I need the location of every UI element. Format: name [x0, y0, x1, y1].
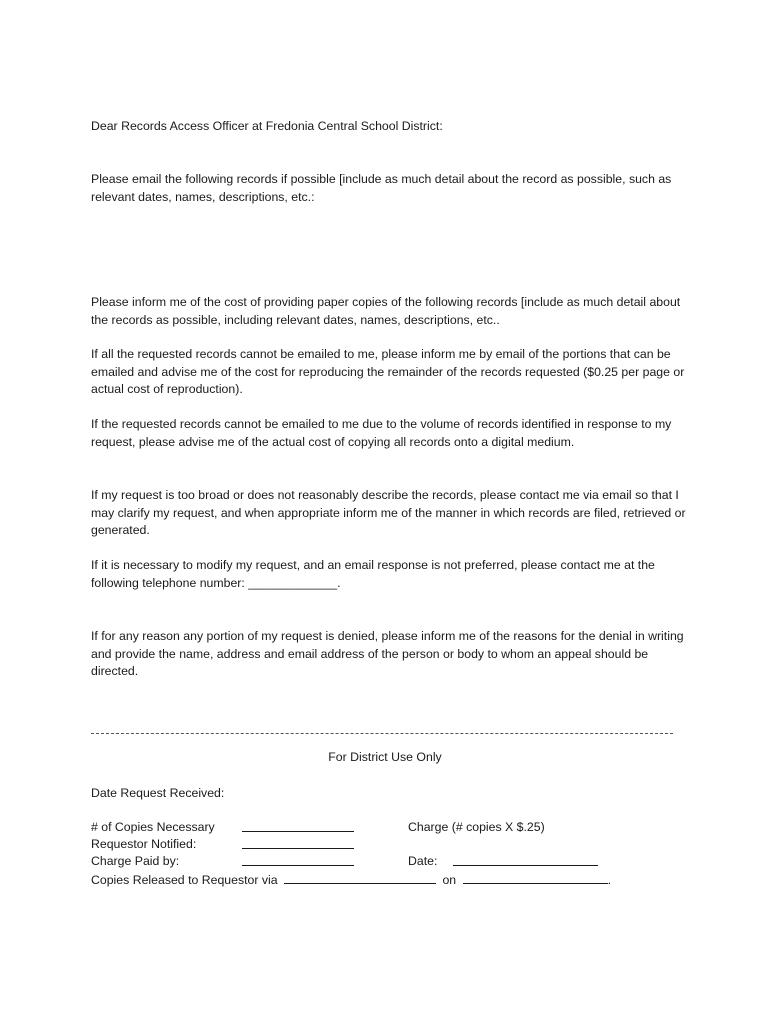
telephone-paragraph: If it is necessary to modify my request, and an email response is not preferred, please contact me at the following telephone number: _____________. [91, 558, 655, 590]
copies-released-row [91, 871, 611, 890]
district-use-heading: For District Use Only [328, 750, 442, 764]
released-via-blank[interactable] [284, 871, 436, 884]
date-received-label: Date Request Received: [91, 786, 225, 800]
copies-necessary-blank[interactable] [242, 819, 354, 832]
charge-paid-label: Charge Paid by: [91, 854, 180, 868]
copies-released-label: Copies Released to Requestor via [91, 873, 278, 887]
released-on-blank[interactable] [463, 871, 608, 884]
date-blank[interactable] [453, 853, 598, 866]
clarify-request-paragraph: If my request is too broad or does not reasonably describe the records, please contact me via email so that I may clarify my request, and when appropriate inform me of the manner in which records are filed, retrieved or generated. [91, 488, 686, 537]
charge-label: Charge (# copies X $.25) [408, 820, 545, 834]
paper-copies-paragraph: Please inform me of the cost of providing paper copies of the following records [include as much detail about the records as possible, including relevant dates, names, descriptions, etc.. [91, 295, 681, 327]
denial-paragraph: If for any reason any portion of my request is denied, please inform me of the reasons for the denial in writing and provide the name, address and email address of the person or body to whom an appeal should be directed. [91, 629, 684, 678]
email-records-paragraph: Please email the following records if possible [include as much detail about the record as possible, such as relevant dates, names, descriptions, etc.: [91, 172, 672, 204]
requestor-notified-blank[interactable] [242, 836, 354, 849]
on-label: on [442, 873, 457, 887]
charge-paid-blank[interactable] [242, 853, 354, 866]
period: . [607, 873, 611, 887]
digital-medium-paragraph: If the requested records cannot be emailed to me due to the volume of records identified in response to my request, please advise me of the actual cost of copying all records onto a digital medium. [91, 417, 672, 449]
date-label: Date: [408, 854, 438, 868]
partial-email-paragraph: If all the requested records cannot be emailed to me, please inform me by email of the portions that can be emailed and advise me of the cost for reproducing the remainder of the records requested ($0.25 per page or actual cost of reproduction). [91, 347, 685, 396]
requestor-notified-label: Requestor Notified: [91, 837, 197, 851]
section-divider [91, 733, 673, 734]
salutation: Dear Records Access Officer at Fredonia Central School District: [91, 119, 443, 133]
copies-necessary-label: # of Copies Necessary [91, 820, 215, 834]
